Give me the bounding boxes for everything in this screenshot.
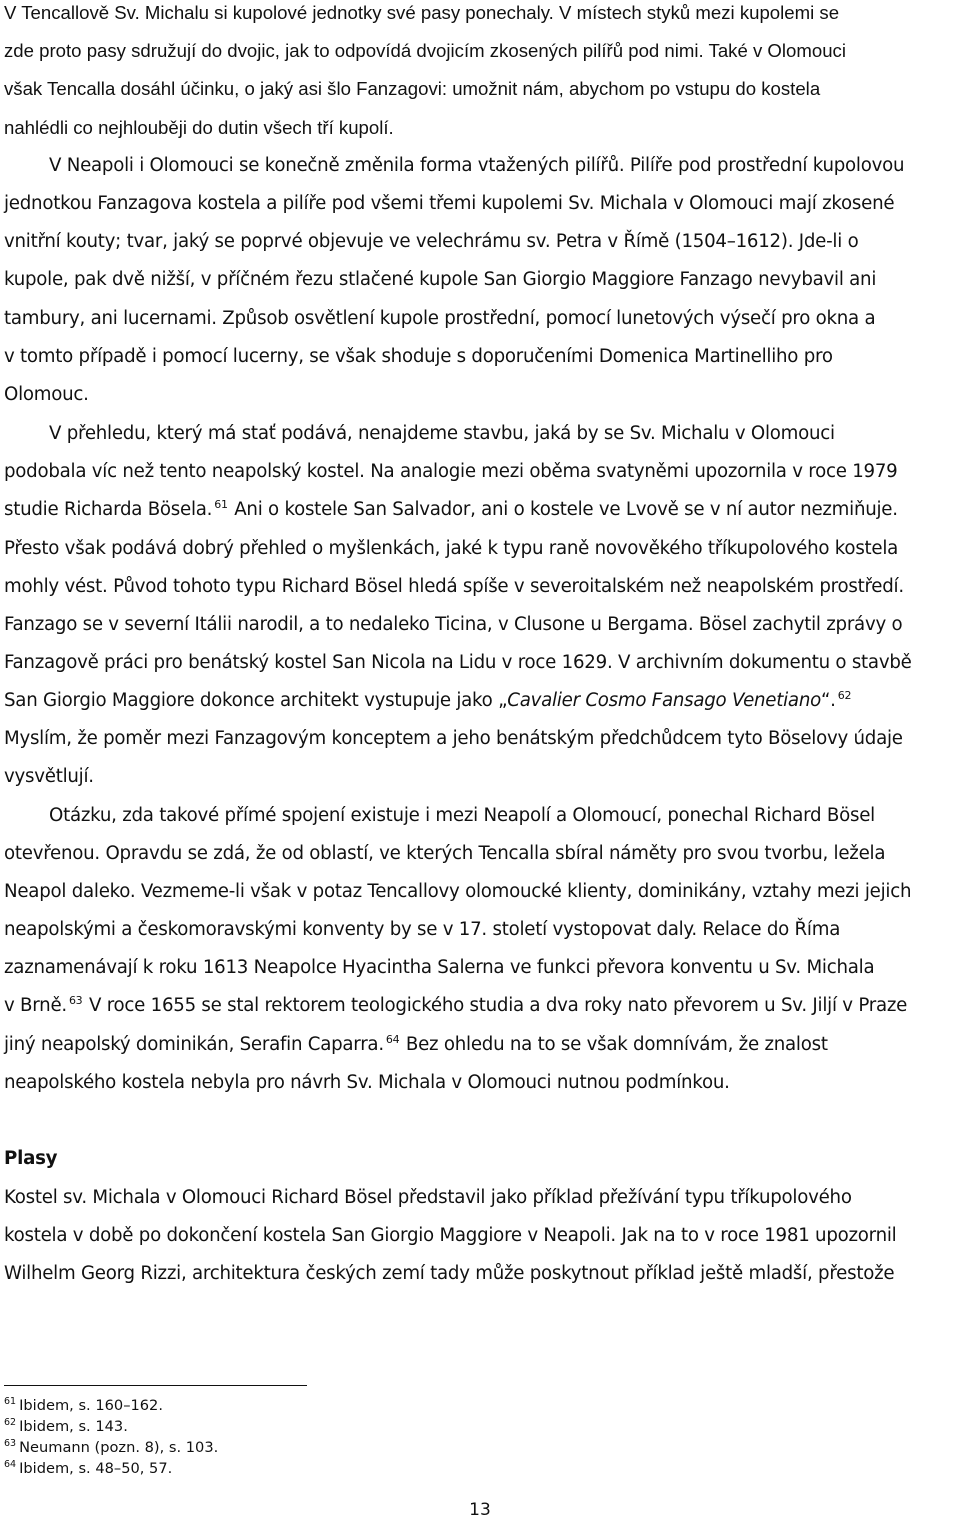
text-line: Myslím, že poměr mezi Fanzagovým konceptem a jeho benátským předchůdcem tyto Böselovy údaje	[4, 728, 903, 749]
text-line: vysvětlují.	[4, 766, 94, 787]
text-line: neapolskými a českomoravskými konventy by se v 17. století vystopovat daly. Relace do Říma	[4, 919, 841, 940]
footnote	[4, 1459, 172, 1479]
footnote-text: Ibidem, s. 160–162.	[19, 1397, 163, 1414]
text-span: San Giorgio Maggiore dokonce architekt vystupuje jako „	[4, 690, 508, 711]
footnote-ref[interactable]: 63	[68, 994, 83, 1007]
footnote-ref[interactable]: 64	[385, 1033, 400, 1046]
text-line: zde proto pasy sdružují do dvojic, jak to odpovídá dvojicím zkosených pilířů pod nimi. Také v Olomouci	[4, 40, 846, 61]
footnote	[4, 1438, 218, 1458]
text-line: V Tencallově Sv. Michalu si kupolové jednotky své pasy ponechaly. V místech styků mezi kupolemi se	[4, 2, 840, 23]
footnote	[4, 1417, 128, 1437]
text-line	[4, 1033, 828, 1057]
text-line: V přehledu, který má stať podává, nenajdeme stavbu, jaká by se Sv. Michalu v Olomouci	[49, 423, 835, 444]
text-line	[4, 994, 907, 1018]
text-line: Neapol daleko. Vezmeme-li však v potaz Tencallovy olomoucké klienty, dominikány, vztahy mezi jejich	[4, 881, 912, 902]
text-line: Otázku, zda takové přímé spojení existuje i mezi Neapolí a Olomoucí, ponechal Richard Bösel	[49, 805, 875, 826]
text-span: v Brně.	[4, 995, 67, 1016]
text-line: kupole, pak dvě nižší, v příčném řezu stlačené kupole San Giorgio Maggiore Fanzago nevybavil ani	[4, 269, 877, 290]
footnote-text: Ibidem, s. 143.	[19, 1418, 128, 1435]
text-span: Bez ohledu na to se však domnívám, že znalost	[400, 1034, 828, 1055]
text-line: otevřenou. Opravdu se zdá, že od oblastí, ve kterých Tencalla sbíral náměty pro svou tvorbu, ležela	[4, 843, 886, 864]
text-line	[4, 498, 898, 522]
text-line	[4, 689, 852, 713]
footnote	[4, 1396, 163, 1416]
footnote-number: 62	[4, 1417, 17, 1428]
text-line: vnitřní kouty; tvar, jaký se poprvé objevuje ve velechrámu sv. Petra v Římě (1504–1612). Jde-li o	[4, 231, 859, 252]
italic-quote: Cavalier Cosmo Fansago Venetiano	[507, 690, 821, 711]
text-line: Přesto však podává dobrý přehled o myšlenkách, jaké k typu raně novověkého tříkupolového kostela	[4, 538, 899, 559]
text-line: Fanzago se v severní Itálii narodil, a to nedaleko Ticina, v Clusone u Bergama. Bösel zachytil zprávy o	[4, 614, 903, 635]
text-span: jiný neapolský dominikán, Serafin Caparra.	[4, 1034, 384, 1055]
footnote-text: Neumann (pozn. 8), s. 103.	[19, 1439, 219, 1456]
text-line: Wilhelm Georg Rizzi, architektura českých zemí tady může poskytnout příklad ještě mladší, přestože	[4, 1263, 895, 1284]
text-span: studie Richarda Bösela.	[4, 499, 213, 520]
text-line: neapolského kostela nebyla pro návrh Sv. Michala v Olomouci nutnou podmínkou.	[4, 1072, 730, 1093]
footnote-ref[interactable]: 61	[214, 498, 228, 511]
footnote-ref[interactable]: 62	[837, 689, 852, 702]
footnote-number: 63	[4, 1438, 17, 1449]
text-line: však Tencalla dosáhl účinku, o jaký asi šlo Fanzagovi: umožnit nám, abychom po vstupu do kostela	[4, 78, 821, 99]
text-line: zaznamenávají k roku 1613 Neapolce Hyacintha Salerna ve funkci převora konventu u Sv. Michala	[4, 957, 875, 978]
section-heading: Plasy	[4, 1148, 58, 1169]
text-line: nahlédli co nejhlouběji do dutin všech tří kupolí.	[4, 117, 394, 138]
text-span: V roce 1655 se stal rektorem teologického studia a dva roky nato převorem u Sv. Jiljí v Praze	[83, 995, 908, 1016]
footnote-number: 64	[4, 1459, 17, 1470]
text-span: Ani o kostele San Salvador, ani o kostele ve Lvově se v ní autor nezmiňuje.	[228, 499, 898, 520]
text-line: v tomto případě i pomocí lucerny, se však shoduje s doporučeními Domenica Martinelliho pro	[4, 346, 833, 367]
text-line: kostela v době po dokončení kostela San Giorgio Maggiore v Neapoli. Jak na to v roce 1981 upozornil	[4, 1225, 897, 1246]
text-line: Kostel sv. Michala v Olomouci Richard Bösel představil jako příklad přežívání typu tříkupolového	[4, 1187, 852, 1208]
text-line: Fanzagově práci pro benátský kostel San Nicola na Lidu v roce 1629. V archivním dokumentu o stavbě	[4, 652, 912, 673]
text-line: jednotkou Fanzagova kostela a pilíře pod všemi třemi kupolemi Sv. Michala v Olomouci mají zkosené	[4, 193, 895, 214]
text-line: tambury, ani lucernami. Způsob osvětlení kupole prostřední, pomocí lunetových výsečí pro okna a	[4, 308, 876, 329]
footnote-text: Ibidem, s. 48–50, 57.	[19, 1460, 173, 1477]
text-line: V Neapoli i Olomouci se konečně změnila forma vtažených pilířů. Pilíře pod prostřední kupolovou	[49, 155, 905, 176]
text-line: Olomouc.	[4, 384, 89, 405]
text-line: mohly vést. Původ tohoto typu Richard Bösel hledá spíše v severoitalském než neapolském prostředí.	[4, 576, 904, 597]
footnote-number: 61	[4, 1396, 17, 1407]
text-line: podobala víc než tento neapolský kostel. Na analogie mezi oběma svatyněmi upozornila v roce 1979	[4, 461, 898, 482]
text-span: “.	[820, 690, 836, 711]
footnote-separator	[4, 1385, 307, 1386]
page-number: 13	[469, 1500, 491, 1520]
